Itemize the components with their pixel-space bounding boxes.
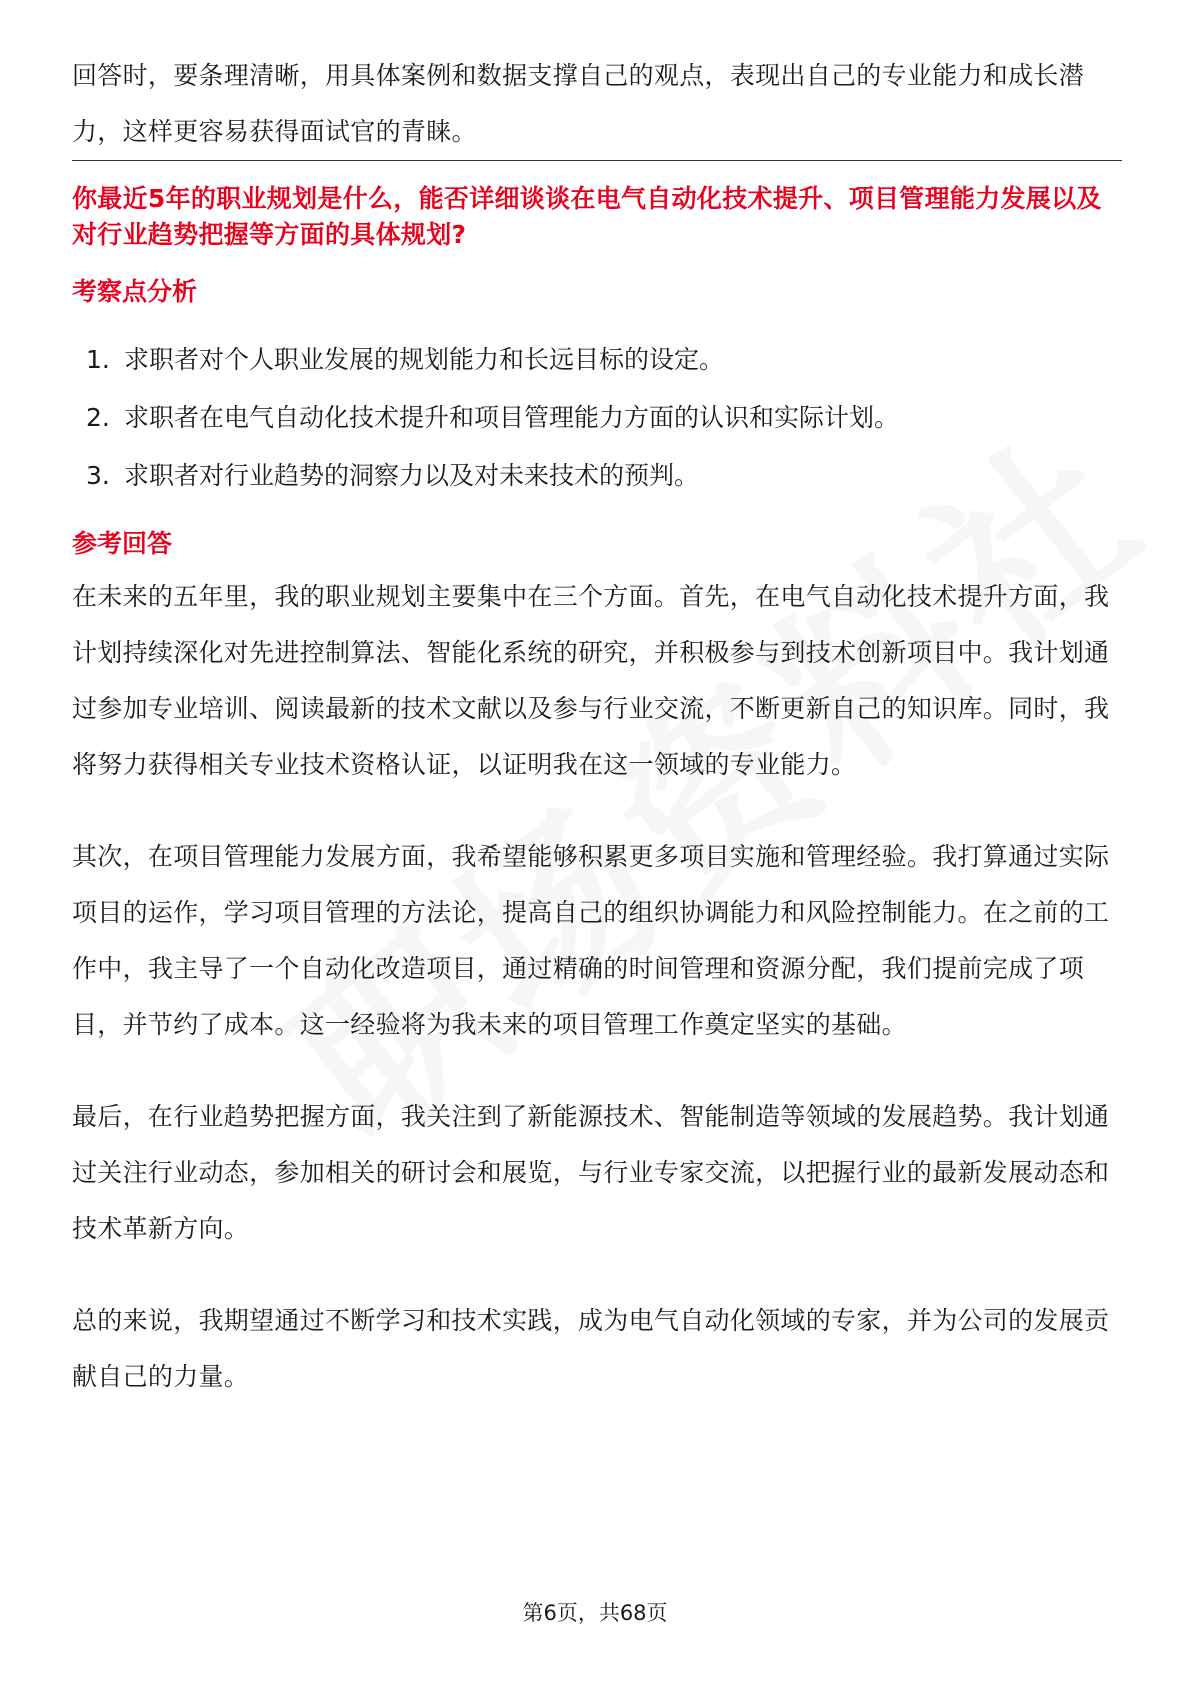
answer-paragraph: 在未来的五年里，我的职业规划主要集中在三个方面。首先，在电气自动化技术提升方面，我计划持续深化对先进控制算法、智能化系统的研究，并积极参与到技术创新项目中。我计划通过参加专业培训、阅读最新的技术文献以及参与行业交流，不断更新自己的知识库。同时，我将努力获得相关专业技术资格认证，以证明我在这一领域的专业能力。 bbox=[72, 582, 1110, 779]
list-item-number: 3. bbox=[86, 461, 110, 490]
list-item-text: 求职者对个人职业发展的规划能力和长远目标的设定。 bbox=[124, 345, 725, 374]
section-divider bbox=[72, 160, 1122, 161]
answer-paragraph: 总的来说，我期望通过不断学习和技术实践，成为电气自动化领域的专家，并为公司的发展贡献自己的力量。 bbox=[72, 1306, 1110, 1391]
list-item bbox=[72, 389, 1122, 447]
answer-paragraph: 其次，在项目管理能力发展方面，我希望能够积累更多项目实施和管理经验。我打算通过实际项目的运作，学习项目管理的方法论，提高自己的组织协调能力和风险控制能力。在之前的工作中，我主导了一个自动化改造项目，通过精确的时间管理和资源分配，我们提前完成了项目，并节约了成本。这一经验将为我未来的项目管理工作奠定坚实的基础。 bbox=[72, 842, 1110, 1039]
analysis-title: 考察点分析 bbox=[72, 277, 198, 306]
intro-paragraph: 回答时，要条理清晰，用具体案例和数据支撑自己的观点，表现出自己的专业能力和成长潜力，这样更容易获得面试官的青睐。 bbox=[72, 61, 1085, 146]
page-number: 第6页，共68页 bbox=[522, 1601, 668, 1625]
analysis-list bbox=[72, 331, 1122, 505]
question-heading: 你最近5年的职业规划是什么，能否详细谈谈在电气自动化技术提升、项目管理能力发展以及对行业趋势把握等方面的具体规划? bbox=[72, 184, 1102, 249]
document-body bbox=[72, 48, 1122, 1405]
list-item-number: 2. bbox=[86, 403, 110, 432]
list-item-text: 求职者在电气自动化技术提升和项目管理能力方面的认识和实际计划。 bbox=[124, 403, 900, 432]
list-item-text: 求职者对行业趋势的洞察力以及对未来技术的预判。 bbox=[124, 461, 700, 490]
list-item-number: 1. bbox=[86, 345, 110, 374]
list-item bbox=[72, 331, 1122, 389]
answer-paragraph: 最后，在行业趋势把握方面，我关注到了新能源技术、智能制造等领域的发展趋势。我计划通过关注行业动态，参加相关的研讨会和展览，与行业专家交流，以把握行业的最新发展动态和技术革新方向。 bbox=[72, 1102, 1110, 1243]
list-item bbox=[72, 447, 1122, 505]
answer-title: 参考回答 bbox=[72, 529, 173, 558]
